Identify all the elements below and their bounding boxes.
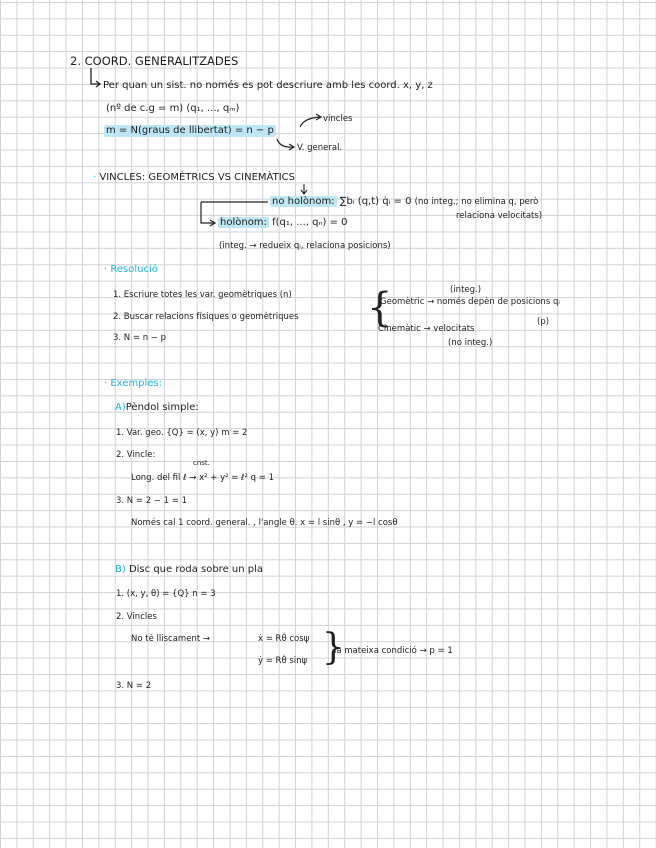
vgeneral-label: V. general. xyxy=(297,143,343,153)
page-title: 2. COORD. GENERALITZADES xyxy=(70,54,239,68)
vincles-heading: · VINCLES: GEOMÈTRICS VS CINEMÀTICS xyxy=(93,172,295,183)
example-a-step-1: 1. Var. geo. {Q} = (x, y) m = 2 xyxy=(116,428,248,438)
example-b-step-1: 1. (x, y, θ) = {Q} n = 3 xyxy=(116,589,216,599)
brace-resolucio: { xyxy=(367,285,393,331)
step-1: 1. Escriure totes les var. geomètriques (n) xyxy=(113,290,292,300)
no-holonom-line xyxy=(270,196,538,208)
no-integ-label: (no integ.) xyxy=(448,338,493,348)
example-b-step-3: 3. N = 2 xyxy=(116,681,152,691)
nomes-text: Només cal 1 coord. general. , l'angle θ. x = l sinθ , y = −l cosθ xyxy=(131,518,398,528)
ydot-eq: ẏ = Rθ̇ sinψ xyxy=(258,656,308,666)
example-b-title: B) Disc que roda sobre un pla xyxy=(115,564,264,575)
cinematic-text: Cinemàtic → velocitats xyxy=(378,324,475,334)
intro-text: Per quan un sist. no només es pot descriure amb les coord. x, y, z xyxy=(103,80,433,91)
ncg-text: (nº de c.g = m) (q₁, ..., qₘ) xyxy=(106,103,240,114)
no-holonom-note-2: relaciona velocitats) xyxy=(456,211,543,221)
example-a-title: A)Pèndol simple: xyxy=(115,402,199,413)
no-te-lliscament: No té lliscament → xyxy=(131,634,210,644)
vincles-label: vincles xyxy=(323,114,353,124)
step-3: 3. N = n − p xyxy=(113,333,167,343)
xdot-eq: ẋ = Rθ̇ cosψ xyxy=(258,634,310,644)
holonom-formula: f(q₁, ..., qₙ) = 0 xyxy=(272,217,348,228)
exemples-heading: · Exemples: xyxy=(104,378,163,389)
dof-formula: m = N(graus de llibertat) = n − p xyxy=(106,125,274,136)
brace-vincles: { xyxy=(322,627,345,668)
example-a-step-2: 2. Vincle: xyxy=(116,450,156,460)
geometric-text: Geomètric → només depèn de posicions qᵢ xyxy=(380,297,560,307)
p-label: (p) xyxy=(537,317,550,327)
holonom-line xyxy=(218,217,347,229)
no-holonom-label: no holònom: xyxy=(272,196,335,207)
holonom-note: (integ. → redueix qᵢ, relaciona posicions) xyxy=(219,241,391,251)
mateixa-condicio: la mateixa condició → p = 1 xyxy=(334,646,453,656)
resolucio-heading: · Resolució xyxy=(104,264,158,275)
no-holonom-note: (no integ.; no elimina q, però xyxy=(414,197,539,207)
cnst-label: cnst. xyxy=(193,459,210,467)
integ-label: (integ.) xyxy=(450,285,482,295)
step-2: 2. Buscar relacions físiques o geomètriques xyxy=(113,312,299,322)
example-b-step-2: 2. Vincles xyxy=(116,612,157,622)
no-holonom-formula: ∑bᵢ (q,t) q̇ᵢ = 0 xyxy=(339,196,412,207)
fil-length: Long. del fil ℓ → x² + y² = ℓ² q = 1 xyxy=(131,473,274,483)
holonom-label: holònom: xyxy=(220,217,267,228)
example-a-step-3: 3. N = 2 − 1 = 1 xyxy=(116,496,187,506)
